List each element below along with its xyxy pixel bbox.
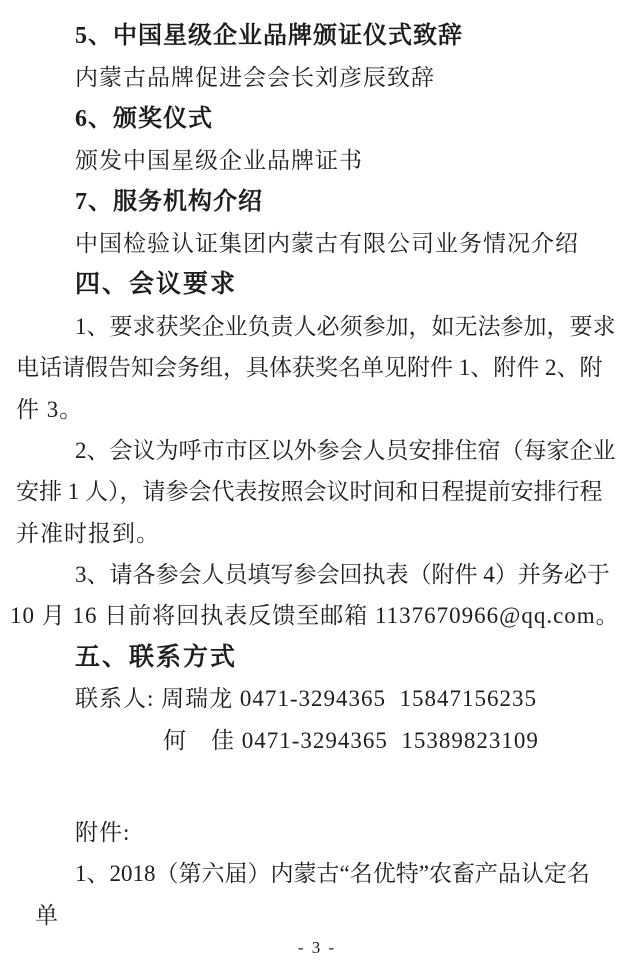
contact-person-1: 联系人: 周瑞龙 0471-3294365 15847156235 <box>75 686 538 712</box>
requirement-3-line-1: 3、请各参会人员填写参会回执表（附件 4）并务必于 <box>75 562 610 588</box>
requirement-3-line-2: 10 月 16 日前将回执表反馈至邮箱 1137670966@qq.com。 <box>10 603 620 629</box>
blank-gap <box>16 761 618 812</box>
requirement-2-line-2: 安排 1 人），请参会代表按照会议时间和日程提前安排行程 <box>16 479 603 505</box>
agenda-item-5-heading: 5、中国星级企业品牌颁证仪式致辞 <box>75 23 463 49</box>
agenda-item-6-description: 颁发中国星级企业品牌证书 <box>75 148 363 174</box>
attachment-1-line-2: 单 <box>35 902 59 928</box>
agenda-item-7-description: 中国检验认证集团内蒙古有限公司业务情况介绍 <box>75 230 579 256</box>
page-number: - 3 - <box>297 938 337 957</box>
requirement-2-line-1: 2、会议为呼市市区以外参会人员安排住宿（每家企业 <box>75 437 616 463</box>
attachments-label: 附件: <box>75 820 131 846</box>
requirement-2-line-3: 并准时报到。 <box>16 520 160 546</box>
contact-person-2: 何 佳 0471-3294365 15389823109 <box>163 727 539 753</box>
agenda-item-7-heading: 7、服务机构介绍 <box>75 188 263 215</box>
requirement-1-line-3: 件 3。 <box>16 396 84 422</box>
agenda-item-6-heading: 6、颁奖仪式 <box>75 105 213 132</box>
agenda-item-5-description: 内蒙古品牌促进会会长刘彦辰致辞 <box>75 65 435 91</box>
section-heading-meeting-requirements: 四、会议要求 <box>75 270 238 299</box>
requirement-1-line-2: 电话请假告知会务组，具体获奖名单见附件 1、附件 2、附 <box>16 355 603 381</box>
requirement-1-line-1: 1、要求获奖企业负责人必须参加，如无法参加，要求 <box>75 313 616 339</box>
section-heading-contact-info: 五、联系方式 <box>75 642 238 671</box>
attachment-1-line-1: 1、2018（第六届）内蒙古“名优特”农畜产品认定名 <box>75 861 590 887</box>
